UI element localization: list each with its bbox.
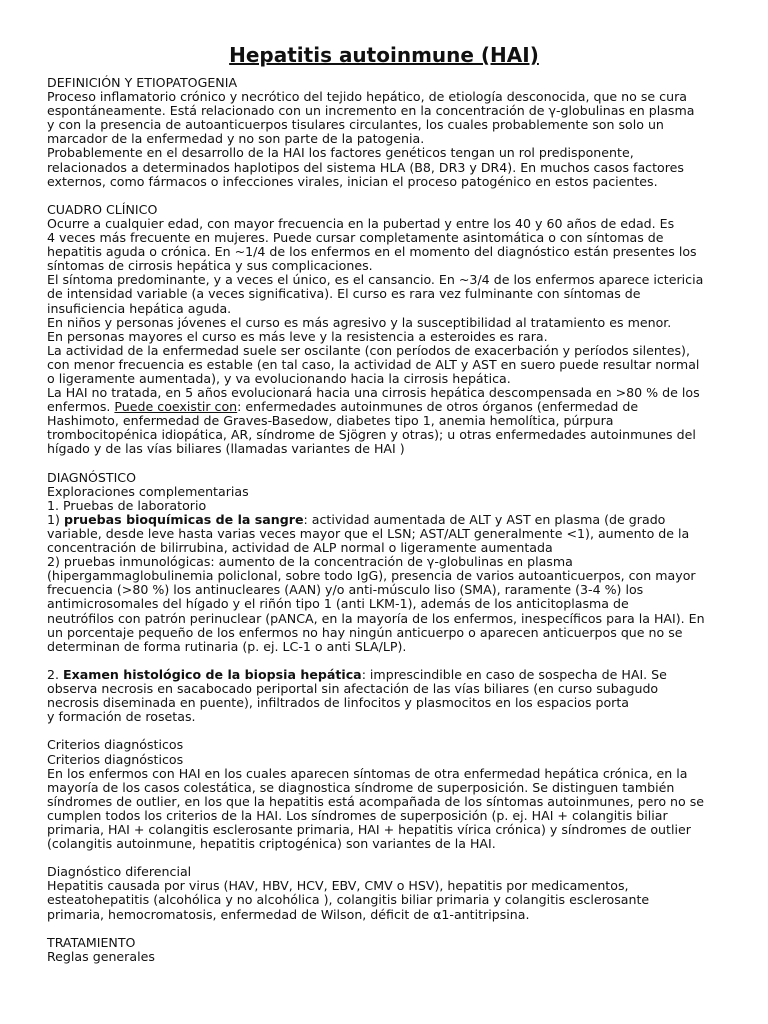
section-diagnostico [47,471,727,725]
subheading: Exploraciones complementarias [47,483,249,499]
subheading: Reglas generales [47,948,155,964]
paragraph-line: o ligeramente aumentada), y va evolucionando hacia la cirrosis hepática. [47,370,511,386]
bold-term: pruebas bioquímicas de la sangre [63,511,304,527]
paragraph-line: y formación de rosetas. [47,709,196,725]
paragraph-line: con menor frecuencia es estable (en tal caso, la actividad de ALT y AST en suero puede resultar normal [47,356,700,372]
subheading: Criterios diagnósticos [47,751,184,767]
paragraph-line: En los enfermos con HAI en los cuales aparecen síntomas de otra enfermedad hepática crónica, en la [47,765,688,781]
underlined-phrase: Puede coexistir con [114,399,238,415]
paragraph-line [47,668,727,682]
paragraph-line: Probablemente en el desarrollo de la HAI los factores genéticos tengan un rol predisponente, [47,145,634,161]
paragraph-line: El síntoma predominante, y a veces el único, es el cansancio. En ~3/4 de los enfermos aparece ictericia [47,272,704,288]
paragraph-line: La HAI no tratada, en 5 años evolucionará hacia una cirrosis hepática descompensada en >80 % de los [47,385,700,401]
subheading: Diagnóstico diferencial [47,864,192,880]
paragraph-line: frecuencia (>80 %) los antinucleares (AAN) y/o anti-músculo liso (SMA), raramente (3-4 %) los [47,582,644,598]
line-text: : enfermedades autoinmunes de otros órganos (enfermedad de [237,399,639,415]
paragraph-line: Proceso inflamatorio crónico y necrótico del tejido hepático, de etiología desconocida, que no se cura [47,89,687,105]
paragraph-line: de intensidad variable (a veces significativa). El curso es rara vez fulminante con síntomas de [47,286,641,302]
paragraph-line: variable, desde leve hasta varias veces mayor que el LSN; AST/ALT generalmente <1), aumento de la [47,526,690,541]
paragraph-line: primaria, HAI + colangitis esclerosante primaria, HAI + hepatitis vírica crónica) y síndromes de outlier [47,821,691,837]
list-number: 2. [47,666,64,682]
section-definicion [47,76,727,189]
line-text: : actividad aumentada de ALT y AST en plasma (de grado [303,511,666,527]
paragraph-line: (colangitis autoinmune, hepatitis criptogénica) son variantes de la HAI. [47,836,496,852]
paragraph-line: marcador de la enfermedad y no son parte de la patogenia. [47,131,425,147]
paragraph-line: 4 veces más frecuente en mujeres. Puede cursar completamente asintomática o con síntomas de [47,230,664,246]
paragraph-line: un porcentaje pequeño de los enfermos no hay ningún anticuerpo o aparecen anticuerpos que no se [47,624,683,640]
paragraph-line: observa necrosis en sacabocado periportal sin afectación de las vías biliares (en curso subagudo [47,681,659,697]
paragraph-line: necrosis diseminada en puente), infiltrados de linfocitos y plasmocitos en los espacios porta [47,695,629,711]
spacer [47,189,727,203]
paragraph-line: síntomas de cirrosis hepática y sus complicaciones. [47,258,373,274]
paragraph-line: relacionados a determinados haplotipos del sistema HLA (B8, DR3 y DR4). En muchos casos factores [47,159,684,175]
section-heading: DEFINICIÓN Y ETIOPATOGENIA [47,75,238,90]
paragraph-line: concentración de bilirrubina, actividad de ALP normal o ligeramente aumentada [47,540,553,556]
paragraph-line: Hepatitis causada por virus (HAV, HBV, HCV, EBV, CMV o HSV), hepatitis por medicamentos, [47,878,629,894]
spacer [47,654,727,668]
paragraph-line: determinan de forma rutinaria (p. ej. LC-1 o anti SLA/LP). [47,638,407,654]
section-tratamiento [47,936,727,964]
paragraph-line: 2) pruebas inmunológicas: aumento de la concentración de γ-globulinas en plasma [47,554,573,570]
section-heading: DIAGNÓSTICO [47,469,137,485]
paragraph-line: Hashimoto, enfermedad de Graves-Basedow, diabetes tipo 1, anemia hemolítica, púrpura [47,413,614,429]
paragraph-line: y con la presencia de autoanticuerpos tisulares circulantes, los cuales probablemente son solo un [47,117,664,133]
section-heading: CUADRO CLÍNICO [47,201,158,217]
paragraph-line: trombocitopénica idiopática, AR, síndrome de Sjögren y otras); u otras enfermedades autoinmunes del [47,427,696,443]
paragraph-line: (hipergammaglobulinemia policlonal, sobre todo IgG), presencia de varios autoanticuerpos, con mayor [47,568,696,584]
paragraph-line: mayoría de los casos colestática, se diagnostica síndrome de superposición. Se distinguen también [47,779,675,795]
paragraph-line: espontáneamente. Está relacionado con un incremento en la concentración de γ-globulinas en plasma [47,103,695,119]
paragraph-line: antimicrosomales del hígado y el riñón tipo 1 (anti LKM-1), además de los anticitoplasma de [47,596,629,612]
paragraph-line: En niños y personas jóvenes el curso es más agresivo y la susceptibilidad al tratamiento es menor. [47,314,672,330]
paragraph-line: primaria, hemocromatosis, enfermedad de Wilson, déficit de α1-antitripsina. [47,906,530,922]
paragraph-line: cumplen todos los criterios de la HAI. Los síndromes de superposición (p. ej. HAI + colangitis biliar [47,807,668,823]
paragraph-line: Ocurre a cualquier edad, con mayor frecuencia en la pubertad y entre los 40 y 60 años de edad. Es [47,215,675,231]
document-page [47,40,727,964]
line-text: : imprescindible en caso de sospecha de HAI. Se [361,666,667,682]
paragraph-line: hepatitis aguda o crónica. En ~1/4 de los enfermos en el momento del diagnóstico están presentes los [47,244,697,260]
list-number: 1) [47,511,64,527]
spacer [47,851,727,865]
section-cuadro-clinico [47,203,727,457]
paragraph-line: La actividad de la enfermedad suele ser oscilante (con períodos de exacerbación y períodos silentes), [47,342,690,358]
paragraph-line: externos, como fármacos o infecciones virales, inician el proceso patogénico en estos pacientes. [47,173,658,189]
paragraph-line [47,513,727,527]
document-title: Hepatitis autoinmune (HAI) [229,43,539,67]
subheading: Criterios diagnósticos [47,737,184,753]
paragraph-line [47,400,727,414]
paragraph-line: En personas mayores el curso es más leve y la resistencia a esteroides es rara. [47,328,548,344]
section-diagnostico-diferencial [47,865,727,921]
bold-term: Examen histológico de la biopsia hepática [63,666,362,682]
paragraph-line: esteatohepatitis (alcohólica y no alcohólica ), colangitis biliar primaria y colangitis esclerosante [47,892,650,908]
paragraph-line: síndromes de outlier, en los que la hepatitis está acompañada de los síntomas autoinmunes, pero no se [47,793,705,809]
spacer [47,922,727,936]
paragraph-line: insuficiencia hepática aguda. [47,300,232,316]
subheading: 1. Pruebas de laboratorio [47,497,207,513]
spacer [47,457,727,471]
section-heading: TRATAMIENTO [47,934,136,950]
section-criterios [47,738,727,851]
paragraph-line: hígado y de las vías biliares (llamadas variantes de HAI ) [47,441,405,457]
line-text: enfermos. [47,399,115,415]
spacer [47,724,727,738]
paragraph-line: neutrófilos con patrón perinuclear (pANCA, en la mayoría de los enfermos, inespecíficos para la HAI). En [47,610,705,626]
